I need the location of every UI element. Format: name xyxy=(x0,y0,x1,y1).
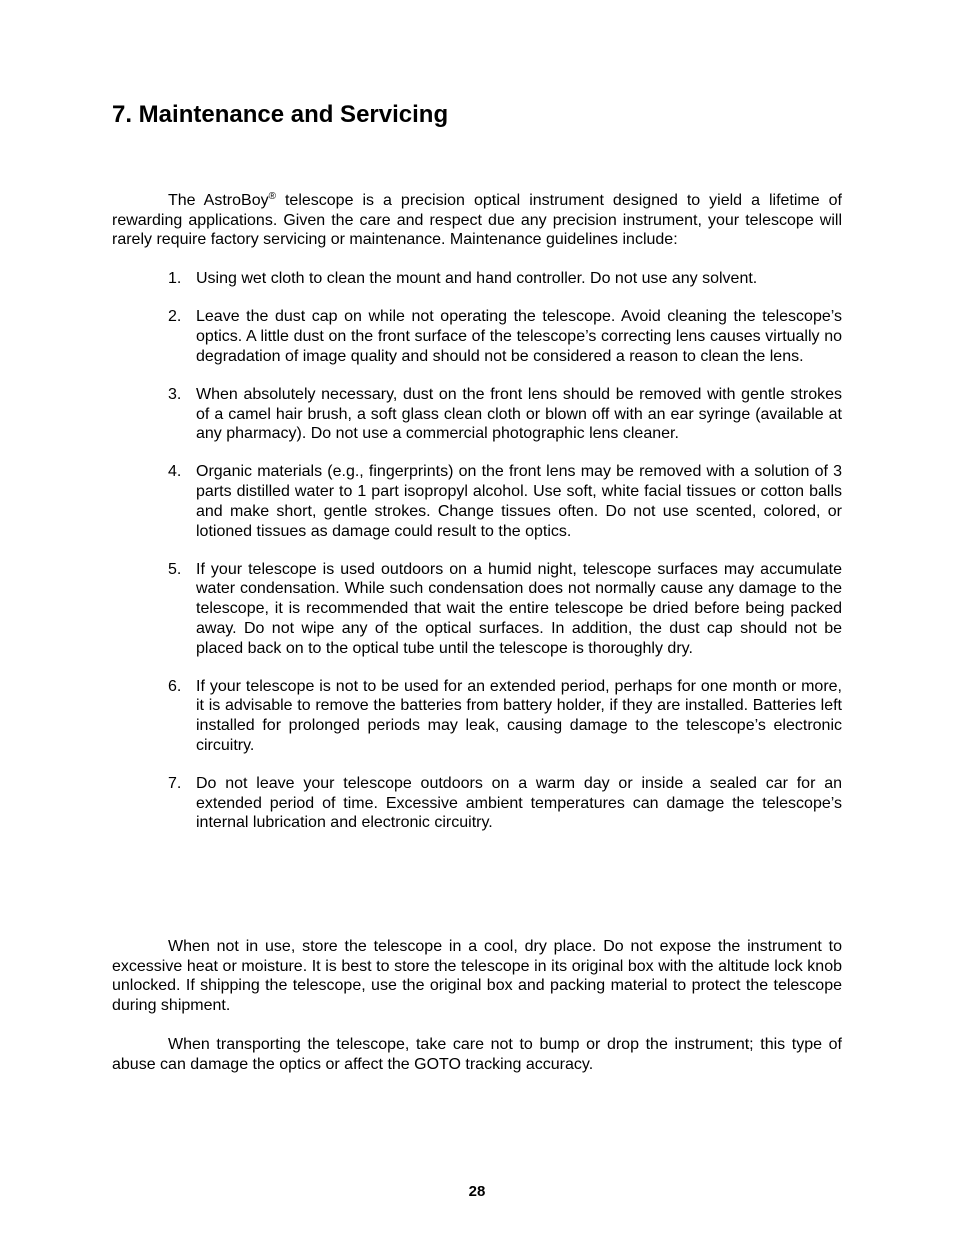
page-number: 28 xyxy=(468,1183,486,1200)
maintenance-guidelines-list xyxy=(168,269,842,852)
guideline-number: 4. xyxy=(168,463,182,481)
guideline-item xyxy=(168,385,842,444)
guideline-number: 7. xyxy=(168,775,182,793)
guideline-item xyxy=(168,560,842,659)
guideline-item xyxy=(168,269,842,289)
intro-paragraph xyxy=(112,191,842,250)
guideline-text: If your telescope is used outdoors on a humid night, telescope surfaces may accumulate water condensation. While such condensation does not normally cause any damage to the telescope, it is recommended that wait the entire telescope be dried before being packed away. Do not wipe any of the optical surfaces. In addition, the dust cap should not be placed back on to the optical tube until the telescope is thoroughly dry. xyxy=(196,560,842,657)
guideline-item xyxy=(168,307,842,366)
guideline-item xyxy=(168,677,842,756)
guideline-text: Using wet cloth to clean the mount and hand controller. Do not use any solvent. xyxy=(196,270,758,287)
guideline-number: 5. xyxy=(168,560,182,578)
guideline-text: If your telescope is not to be used for an extended period, perhaps for one month or more, it is advisable to remove the batteries from battery holder, if they are installed. Batteries left installed for prolonged periods may leak, causing damage to the telescope’s electronic circuitry. xyxy=(196,677,842,754)
intro-text-start: The AstroBoy xyxy=(168,192,269,209)
guideline-number: 6. xyxy=(168,677,182,695)
transport-paragraph: When transporting the telescope, take care not to bump or drop the instrument; this type of abuse can damage the optics or affect the GOTO tracking accuracy. xyxy=(112,1036,842,1073)
guideline-number: 1. xyxy=(168,270,182,287)
guideline-number: 2. xyxy=(168,308,182,326)
registered-trademark-mark: ® xyxy=(268,191,276,202)
guideline-number: 3. xyxy=(168,385,182,403)
guideline-item xyxy=(168,774,842,833)
guideline-text: Do not leave your telescope outdoors on a warm day or inside a sealed car for an extended period of time. Excessive ambient temperatures can damage the telescope’s internal lubrication and electronic circuitry. xyxy=(196,775,842,832)
intro-text-rest: telescope is a precision optical instrument designed to yield a lifetime of rewarding applications. Given the care and respect due any precision instrument, your telescope will rarely require factory servicing or maintenance. Maintenance guidelines include: xyxy=(112,192,843,249)
section-title: 7. Maintenance and Servicing xyxy=(112,101,449,128)
guideline-text: Leave the dust cap on while not operating the telescope. Avoid cleaning the telescope’s optics. A little dust on the front surface of the telescope’s correcting lens causes virtually no degradation of image quality and should not be considered a reason to clean the lens. xyxy=(196,308,842,365)
storage-paragraph: When not in use, store the telescope in a cool, dry place. Do not expose the instrument to excessive heat or moisture. It is best to store the telescope in its original box with the altitude lock knob unlocked. If shipping the telescope, use the original box and packing material to protect the telescope during shipment. xyxy=(112,938,842,1015)
guideline-text: When absolutely necessary, dust on the front lens should be removed with gentle strokes of a camel hair brush, a soft glass clean cloth or blown off with an ear syringe (available at any pharmacy). Do not use a commercial photographic lens cleaner. xyxy=(196,385,842,443)
guideline-text: Organic materials (e.g., fingerprints) on the front lens may be removed with a solution of 3 parts distilled water to 1 part isopropyl alcohol. Use soft, white facial tissues or cotton balls and make short, gentle strokes. Change tissues often. Do not use scented, colored, or lotioned tissues as damage could result to the optics. xyxy=(196,463,842,540)
guideline-item xyxy=(168,462,842,541)
